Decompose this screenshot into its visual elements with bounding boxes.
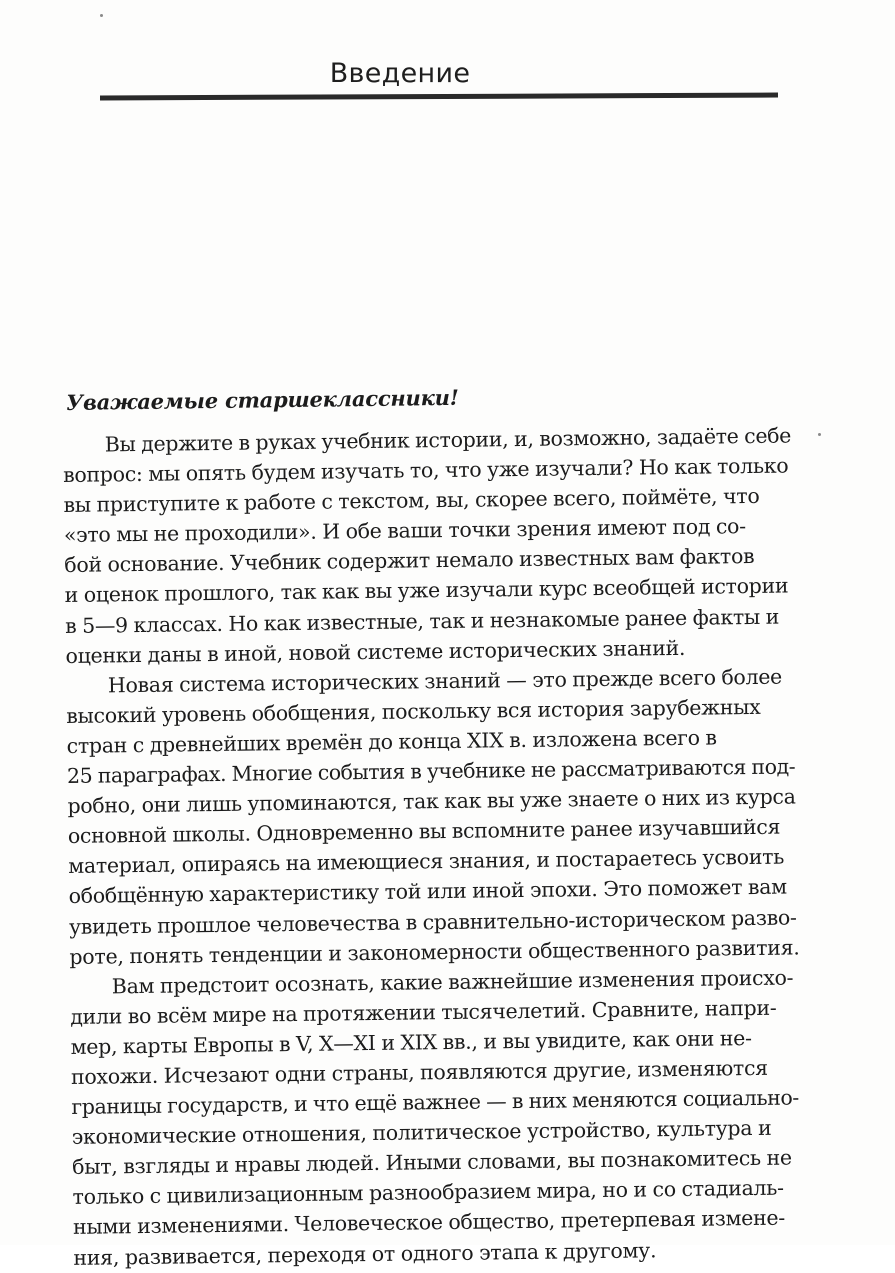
text-line: основной школы. Одновременно вы вспомните ранее изучавшийся [67,814,781,849]
text-line: в 5—9 классах. Но как известные, так и незнакомые ранее факты и [64,604,780,638]
chapter-title: Введение [329,58,471,89]
text-line: высокий уровень обобщения, поскольку вся история зарубежных [66,694,761,728]
introduction-text [62,378,804,1272]
text-line: увидеть прошлое человечества в сравнительно-историческом разво- [68,904,797,939]
text-line: только с цивилизационным разнообразием мира, но и со стадиаль- [72,1175,784,1210]
text-line: материал, опираясь на имеющиеся знания, и постараетесь усвоить [68,844,785,879]
text-line: похожи. Исчезают одни страны, появляются другие, изменяются [70,1055,769,1089]
text-line: Вам предстоит осознать, какие важнейшие изменения происхо- [111,965,794,999]
text-line: вы приступите к работе с текстом, вы, скорее всего, поймёте, что [63,484,760,518]
text-line: мер, карты Европы в V, X—XI и XIX вв., и вы увидите, как они не- [70,1025,752,1059]
paragraph-3 [70,962,804,1272]
text-line: бой основание. Учебник содержит немало известных вам фактов [64,544,755,578]
text-line: 25 параграфах. Многие события в учебнике не рассматриваются под- [66,754,796,788]
scan-speck [100,14,103,17]
paragraph-1 [63,420,796,670]
text-line: быт, взгляды и нравы людей. Иными словами, вы познакомитесь не [72,1145,792,1180]
text-line: вопрос: мы опять будем изучать то, что уже изучали? Но как только [62,453,789,488]
text-line: ными изменениями. Человеческое общество, претерпевая измене- [72,1206,786,1240]
text-line: и оценок прошлого, так как вы уже изучали курс всеобщей истории [64,573,789,608]
text-line: обобщённую характеристику той или иной эпохи. Это поможет вам [68,874,787,909]
text-line: Новая система исторических знаний — это прежде всего более [107,664,783,698]
text-line: роте, понять тенденции и закономерности общественного развития. [69,934,800,969]
text-line: ния, развивается, переходя от одного этапа к другому. [73,1237,657,1270]
scan-speck [818,433,821,436]
text-line: Вы держите в руках учебник истории, и, возможно, задаёте себе [104,423,792,457]
text-line: дили во всём мире на протяжении тысячелетий. Сравните, напри- [70,995,777,1029]
text-line: экономические отношения, политическое устройство, культура и [71,1115,772,1150]
text-line: оценки даны в иной, новой системе исторических знаний. [65,635,686,668]
chapter-title-rule [100,93,778,101]
text-line: границы государств, и что ещё важнее — в них меняются социально- [71,1085,800,1119]
greeting-heading: Уважаемые старшеклассники! [66,384,459,415]
text-line: «это мы не проходили». И обе ваши точки зрения имеют под со- [63,514,746,548]
paragraph-2 [66,661,800,971]
text-line: стран с древнейших времён до конца XIX в. изложена всего в [66,725,717,758]
text-line: робно, они лишь упоминаются, так как вы уже знаете о них из курса [67,784,796,819]
